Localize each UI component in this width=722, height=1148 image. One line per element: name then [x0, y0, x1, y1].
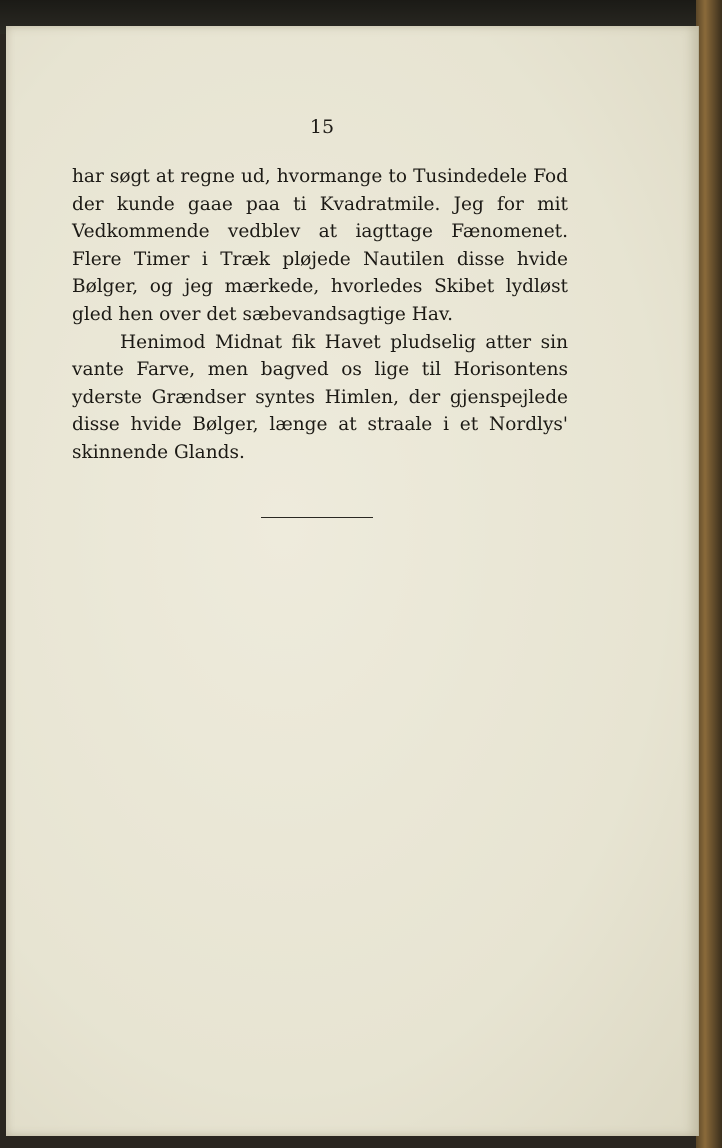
page-number: 15 [309, 116, 335, 138]
paragraph-1: har søgt at regne ud, hvormange to Tusindedele Fod der kunde gaae paa ti Kvadratmile. Jeg for mit Vedkommende vedblev at iagttage Fænomenet. Flere Timer i Træk pløjede Nautilen disse hvide Bølger, og jeg mærkede, hvorledes Skibet lydløst gled hen over det sæbevandsagtige Hav. [72, 166, 568, 325]
book-spine-edge [696, 0, 722, 1148]
book-page [6, 26, 699, 1136]
paragraph-2: Henimod Midnat fik Havet pludselig atter sin vante Farve, men bagved os lige til Horisontens yderste Grændser syntes Himlen, der gjenspejlede disse hvide Bølger, længe at straale i et Nordlys' skinnende Glands. [72, 331, 568, 463]
body-text [72, 163, 568, 467]
section-divider-rule [261, 517, 373, 518]
show-through-text [68, 466, 578, 1066]
